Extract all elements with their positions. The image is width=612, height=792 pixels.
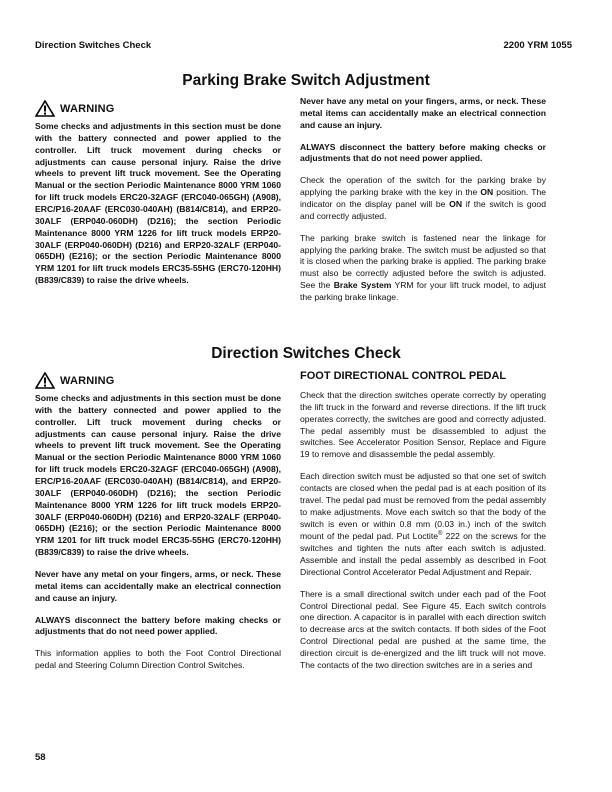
direction-switches-title: Direction Switches Check [211,345,401,362]
direction-warning-label: WARNING [60,374,115,387]
parking-right-column [300,96,546,314]
foot-pedal-paragraph-3: There is a small directional switch under each pad of the Foot Control Directional pedal. See Figure 45. Each switch controls one direction. A capacitor is in parallel with each direction switch to decrease arcs at the switch contacts. If both sides of the Foot Control Directional pedal are pushed at the same time, the direction circuit is de-energized and the lift truck will not move. The contacts of the two direction switches are in a series and [300,588,546,670]
parking-fasten-paragraph: The parking brake switch is fastened near the linkage for applying the parking brake. The switch must be adjusted so that it is closed when the parking brake is applied. The parking brake must also be correctly adjusted before the switch is adjusted. See the Brake System YRM for your lift truck model, to adjust the parking brake linkage. [300,232,547,303]
parking-brake-title: Parking Brake Switch Adjustment [182,72,430,89]
parking-battery-warning: ALWAYS disconnect the battery before making checks or adjustments that do not need power applied. [300,141,546,164]
direction-battery-warning: ALWAYS disconnect the battery before making checks or adjustments that do not need power applied. [35,614,281,637]
parking-check-paragraph: Check the operation of the switch for the parking brake by applying the parking brake with the key in the ON position. The indicator on the display panel will be ON if the switch is good and correctly adjusted. [300,175,546,221]
warning-triangle-icon [35,100,55,117]
parking-warning-text: Some checks and adjustments in this section must be done with the battery connected and power applied to the controller. Lift truck movement during checks or adjustments can cause personal injury. Raise the drive wheels to prevent lift truck movement. See the Operating Manual or the section Periodic Maintenance 8000 YRM 1060 for lift truck models ERC20-32AGF (ERC040-065GH) (A908), ERC/P16-20AAF (ERC030-040AH) (B814/C814), and ERP20-30ALF (ERP040-060DH) (D216); the section Periodic Maintenance 8000 YRM 1226 for lift truck models ERP20-30ALF (ERP040-060DH) (D216) and ERP20-32ALF (ERP040-065DH) (E216); or the section Periodic Maintenance 8000 YRM 1201 for lift truck models ERC35-55HG (ERC70-120HH) (B839/C839) to raise the drive wheels. [35,121,281,286]
parking-metal-warning: Never have any metal on your fingers, arms, or neck. These metal items can accidentally make an electrical connection and cause an injury. [300,96,546,130]
parking-warning-label: WARNING [60,102,115,115]
header-section-name: Direction Switches Check [35,40,152,51]
direction-info-paragraph: This information applies to both the Foot Control Directional pedal and Steering Column Direction Control Switches. [35,648,281,671]
parking-left-column [35,100,281,297]
direction-left-column [35,372,281,682]
foot-pedal-paragraph-2: Each direction switch must be adjusted so that one set of switch contacts are closed when the pedal pad is at each position of its travel. The pedal pad must be removed from the pedal assembly to make adjustments. Move each switch so that the body of the switch is even or within 0.8 mm (0.03 in.) inch of the switch mount of the pedal pad. Put Loctite® 222 on the screws for the switches and tighten the nuts after each switch is adjusted. Assemble and install the pedal assembly as described in Foot Directional Control Accelerator Pedal Adjustment and Repair. [300,471,546,577]
direction-warning-text: Some checks and adjustments in this section must be done with the battery connected and power applied to the controller. Lift truck movement during checks or adjustments can cause personal injury. Raise the drive wheels to prevent lift truck movement. See the Operating Manual or the section Periodic Maintenance 8000 YRM 1060 for lift truck models ERC20-32AGF (ERC040-065GH) (A908), ERC/P16-20AAF (ERC030-040AH) (B814/C814), and ERP20-30ALF (ERP040-060DH) (D216); the section Periodic Maintenance 8000 YRM 1226 for lift truck models ERP20-30ALF (ERP040-060DH) (D216) and ERP20-32ALF (ERP040-065DH) (E216); or the section Periodic Maintenance 8000 YRM 1201 for lift truck model ERC35-55HG (ERC70-120HH) (B839/C839) to raise the drive wheels. [35,393,281,558]
warning-triangle-icon [35,372,55,389]
foot-pedal-heading: FOOT DIRECTIONAL CONTROL PEDAL [300,370,507,382]
page-number: 58 [35,752,46,763]
parking-warning-heading [35,100,281,117]
direction-right-column [300,370,546,682]
direction-metal-warning: Never have any metal on your fingers, arms, or neck. These metal items can accidentally make an electrical connection and cause an injury. [35,569,281,603]
foot-pedal-paragraph-1: Check that the direction switches operate correctly by operating the lift truck in the forward and reverse directions. If the lift truck operates correctly, the switches are good and correctly adjusted. The pedal assembly must be disassembled to adjust the switches. See Accelerator Position Sensor, Replace and Figure 19 to remove and disassemble the pedal assembly. [300,390,546,460]
header-manual-number: 2200 YRM 1055 [503,40,572,51]
page-header [35,40,572,51]
direction-warning-heading [35,372,281,389]
